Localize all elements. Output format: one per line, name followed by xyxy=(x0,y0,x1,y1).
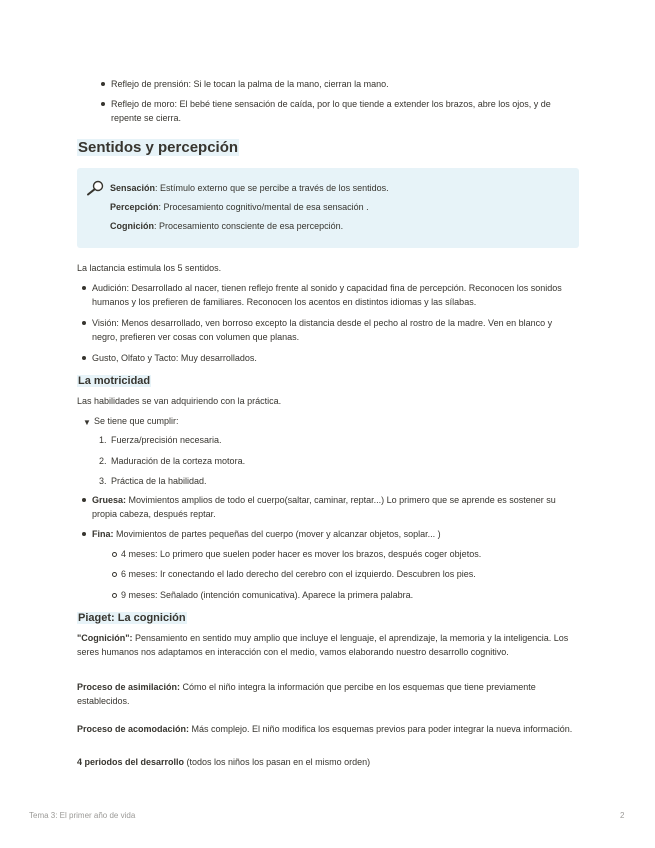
motricidad-intro: Las habilidades se van adquiriendo con la práctica. xyxy=(77,396,282,406)
acomodacion-paragraph: Proceso de acomodación: Más complejo. El niño modifica los esquemas previos para poder integrar la nueva información. xyxy=(77,724,573,734)
bullet-icon xyxy=(101,82,105,86)
list-item: Reflejo de moro: El bebé tiene sensación de caída, por lo que tiende a extender los brazos, abre los ojos, y de repente se cierra. xyxy=(77,97,579,125)
cognicion-paragraph: "Cognición": Pensamiento en sentido muy amplio que incluye el lenguaje, el aprendizaje, la memoria y la inteligencia. Los seres humanos nos adaptamos en interacción con el medio, vamos elaborando nuestro desarrollo cognitivo. xyxy=(77,633,569,657)
bullet-icon xyxy=(82,321,86,325)
numbered-list xyxy=(77,433,579,488)
list-item: Visión: Menos desarrollado, ven borroso excepto la distancia desde el pecho al rostro de la madre. Ven en blanco y negro, prefieren ver cosas con volumen que planas. xyxy=(77,316,579,344)
definition-sensacion: Sensación: Estímulo externo que se percibe a través de los sentidos. xyxy=(110,183,389,193)
bullet-icon xyxy=(82,532,86,536)
bullet-icon xyxy=(82,498,86,502)
bullet-icon xyxy=(82,286,86,290)
section-heading-piaget: Piaget: La cognición xyxy=(78,612,186,624)
circle-bullet-icon xyxy=(112,552,117,557)
bullet-icon xyxy=(82,356,86,360)
fina-sublist xyxy=(77,547,579,602)
list-item: 9 meses: Señalado (intención comunicativa). Aparece la primera palabra. xyxy=(77,588,579,602)
lactancia-paragraph: La lactancia estimula los 5 sentidos. xyxy=(77,263,222,273)
list-item: Gusto, Olfato y Tacto: Muy desarrollados. xyxy=(77,351,579,365)
bullet-icon xyxy=(101,102,105,106)
list-item: 6 meses: Ir conectando el lado derecho del cerebro con el izquierdo. Descubren los pies. xyxy=(77,567,579,588)
motricidad-list xyxy=(77,493,579,541)
page-number: 2 xyxy=(620,811,625,820)
definitions-callout xyxy=(77,168,579,248)
toggle-triangle-icon[interactable]: ▼ xyxy=(83,418,91,427)
footer-title: Tema 3: El primer año de vida xyxy=(29,811,136,820)
list-item: Audición: Desarrollado al nacer, tienen reflejo frente al sonido y capacidad fina de percepción. Reconocen los sonidos humanos y los prefieren de familiares. Reconocen los acentos en distintos idiomas y las sílabas. xyxy=(77,281,579,309)
list-item-fina: Fina: Movimientos de partes pequeñas del cuerpo (mover y alcanzar objetos, soplar... ) xyxy=(77,527,579,541)
reflexes-list xyxy=(77,77,579,131)
circle-bullet-icon xyxy=(112,572,117,577)
magnifier-icon xyxy=(86,180,106,196)
circle-bullet-icon xyxy=(112,593,117,598)
toggle-block[interactable]: ▼ Se tiene que cumplir: xyxy=(77,414,596,428)
definition-cognicion: Cognición: Procesamiento consciente de esa percepción. xyxy=(110,221,344,231)
periodos-paragraph: 4 periodos del desarrollo (todos los niños los pasan en el mismo orden) xyxy=(77,757,371,767)
list-item: 1. Fuerza/precisión necesaria. xyxy=(99,435,222,445)
list-item-gruesa: Gruesa: Movimientos amplios de todo el cuerpo(saltar, caminar, reptar...) Lo primero que se aprende es sostener su propia cabeza, después reptar. xyxy=(77,493,579,521)
senses-list xyxy=(77,281,579,365)
asimilacion-paragraph: Proceso de asimilación: Cómo el niño integra la información que percibe en los esquemas que tiene previamente establecidos. xyxy=(77,682,536,706)
section-heading-sentidos: Sentidos y percepción xyxy=(78,139,239,156)
list-item: 2. Maduración de la corteza motora. xyxy=(99,456,246,466)
list-item: Reflejo de prensión: Si le tocan la palma de la mano, cierran la mano. xyxy=(77,77,579,91)
list-item: 4 meses: Lo primero que suelen poder hacer es mover los brazos, después coger objetos. xyxy=(77,547,579,567)
section-heading-motricidad: La motricidad xyxy=(78,375,151,387)
list-item: 3. Práctica de la habilidad. xyxy=(99,476,207,486)
definition-percepcion: Percepción: Procesamiento cognitivo/mental de esa sensación . xyxy=(110,202,369,212)
